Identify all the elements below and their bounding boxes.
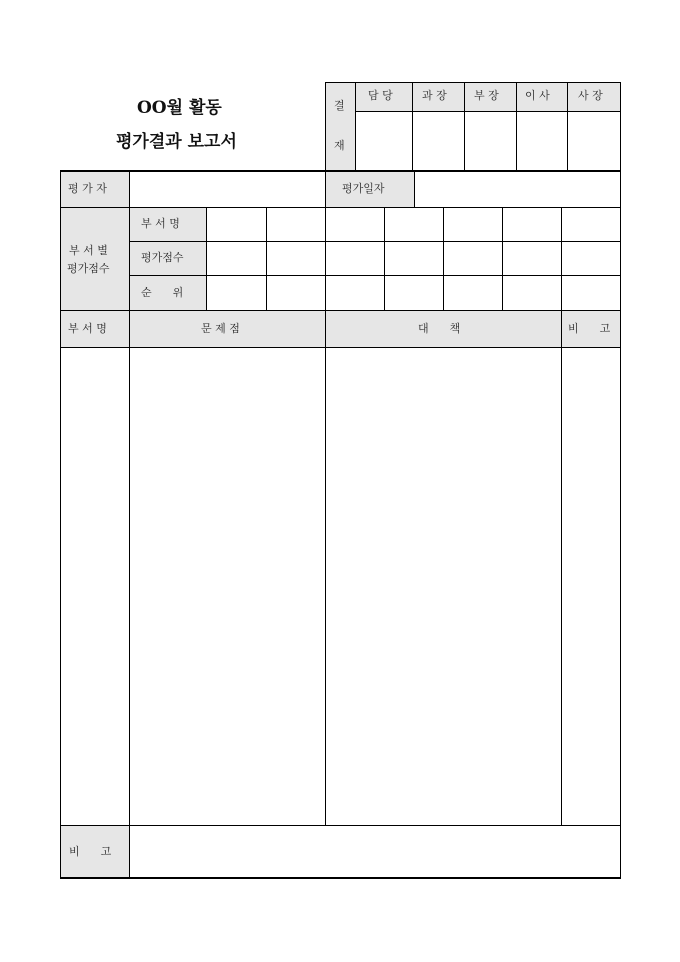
dept-col-divider-1	[206, 207, 207, 310]
approval-role-staff: 담 당	[368, 89, 393, 102]
form-right-border	[620, 82, 621, 878]
approval-role-dept-head: 부 장	[474, 89, 499, 102]
dept-score-group-label-1: 부 서 별	[69, 244, 108, 257]
approval-top-border	[325, 82, 621, 83]
remarks-label: 비 고	[69, 845, 112, 858]
approval-header-bottom-border	[355, 111, 621, 112]
dept-score-group-label-2: 평가점수	[67, 262, 110, 275]
dept-col-divider-5	[443, 207, 444, 310]
evaluator-row-bottom-border	[60, 207, 621, 208]
eval-score-row-label: 평가점수	[141, 251, 184, 264]
issues-header-problems: 문 제 점	[201, 322, 240, 335]
issues-dept-name-cell[interactable]	[61, 348, 129, 825]
dept-col-divider-4	[384, 207, 385, 310]
evaluator-input-cell[interactable]	[130, 172, 325, 207]
approval-divider-1	[355, 82, 356, 171]
approval-role-director: 이 사	[525, 89, 550, 102]
dept-score-group-cell	[60, 207, 129, 310]
issues-countermeasures-cell[interactable]	[326, 348, 561, 825]
approval-label-cell	[325, 82, 355, 171]
issues-problems-cell[interactable]	[130, 348, 325, 825]
rank-row-label: 순 위	[141, 286, 184, 299]
issues-header-countermeasures: 대 책	[418, 322, 461, 335]
approval-divider-2	[412, 82, 413, 171]
dept-section-bottom-border	[60, 310, 621, 311]
approval-divider-5	[567, 82, 568, 171]
approval-role-section-chief: 과 장	[422, 89, 447, 102]
approval-divider-3	[464, 82, 465, 171]
evaluator-label: 평 가 자	[68, 182, 107, 195]
eval-date-label: 평가일자	[342, 182, 385, 195]
dept-col-divider-2	[266, 207, 267, 310]
dept-col-divider-6	[502, 207, 503, 310]
approval-left-border	[325, 82, 326, 207]
dept-row1-bottom-border	[129, 241, 621, 242]
dept-row2-bottom-border	[129, 275, 621, 276]
issues-header-row	[60, 310, 621, 347]
title-line-1: OO월 활동	[137, 98, 222, 118]
dept-name-row-label: 부 서 명	[141, 217, 180, 230]
title-line-2: 평가결과 보고서	[116, 132, 237, 152]
issues-header-remarks: 비 고	[568, 322, 611, 335]
remarks-input-cell[interactable]	[130, 826, 620, 877]
eval-date-input-cell[interactable]	[415, 172, 620, 207]
approval-label-top: 결	[334, 99, 345, 112]
issues-header-dept-name: 부 서 명	[68, 322, 107, 335]
form-bottom-border	[60, 877, 621, 879]
approval-role-president: 사 장	[578, 89, 603, 102]
issues-remarks-cell[interactable]	[562, 348, 620, 825]
approval-divider-4	[516, 82, 517, 171]
approval-label-bottom: 재	[334, 139, 345, 152]
